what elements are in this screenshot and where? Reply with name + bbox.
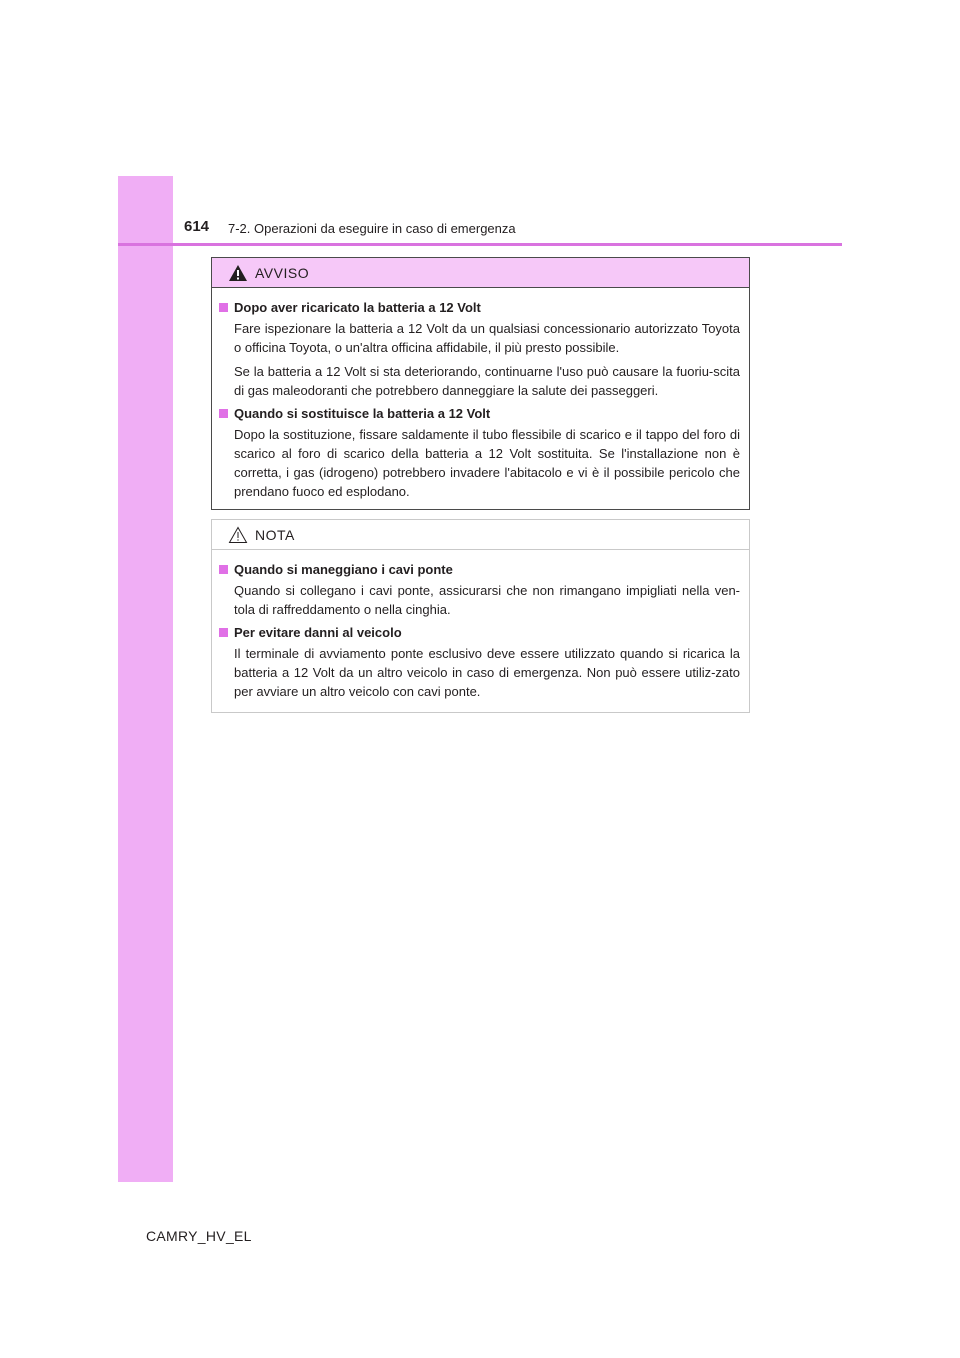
warning-box-header [212, 258, 749, 288]
square-bullet-icon [219, 303, 228, 312]
chapter-side-tab [118, 176, 173, 1182]
document-code: CAMRY_HV_EL [146, 1228, 252, 1244]
square-bullet-icon [219, 565, 228, 574]
note-box [211, 519, 750, 713]
square-bullet-icon [219, 628, 228, 637]
page-number: 614 [184, 218, 210, 235]
note-item [219, 624, 740, 701]
note-title: NOTA [255, 527, 295, 543]
warning-item [219, 405, 740, 501]
note-item-heading [219, 624, 740, 641]
note-item-heading [219, 561, 740, 578]
warning-item-heading-text: Dopo aver ricaricato la batteria a 12 Volt [234, 300, 481, 315]
header-divider [118, 243, 842, 246]
warning-item-heading [219, 405, 740, 422]
warning-item-heading-text: Quando si sostituisce la batteria a 12 Volt [234, 406, 491, 421]
caution-triangle-icon [228, 526, 248, 544]
note-box-header [212, 520, 749, 550]
warning-item-paragraph: Se la batteria a 12 Volt si sta deteriorando, continuarne l'uso può causare la fuoriu-scita di gas maleodoranti che potrebbero danneggiare la salute dei passeggeri. [234, 364, 740, 398]
warning-item-paragraph: Dopo la sostituzione, fissare saldamente il tubo flessibile di scarico e il tappo del foro di scarico al foro di scarico della batteria a 12 Volt sostituita. Se l'installazione non è corretta, i gas (idrogeno) potrebbero invadere l'abitacolo e vi è il possibile pericolo che prendano fuoco ed esplodano. [234, 427, 740, 499]
note-item-heading-text: Per evitare danni al veicolo [234, 625, 402, 640]
warning-item-heading [219, 299, 740, 316]
note-item-paragraph: Il terminale di avviamento ponte esclusivo deve essere utilizzato quando si ricarica la batteria a 12 Volt da un altro veicolo in caso di emergenza. Non può essere utiliz-zato per avviare un altro veicolo con cavi ponte. [234, 646, 740, 699]
warning-item-paragraph: Fare ispezionare la batteria a 12 Volt da un qualsiasi concessionario autorizzato Toyota o officina Toyota, o un'altra officina affidabile, il più presto possibile. [234, 321, 740, 355]
warning-box [211, 257, 750, 510]
warning-title: AVVISO [255, 265, 310, 281]
warning-body [212, 288, 749, 501]
note-item-paragraph: Quando si collegano i cavi ponte, assicurarsi che non rimangano impigliati nella ven-tola di raffreddamento o nella cinghia. [234, 583, 740, 617]
note-item [219, 561, 740, 619]
warning-item [219, 299, 740, 400]
note-item-heading-text: Quando si maneggiano i cavi ponte [234, 562, 453, 577]
chapter-title: 7-2. Operazioni da eseguire in caso di emergenza [228, 221, 516, 236]
note-body [212, 550, 749, 701]
warning-triangle-icon [228, 264, 248, 282]
square-bullet-icon [219, 409, 228, 418]
